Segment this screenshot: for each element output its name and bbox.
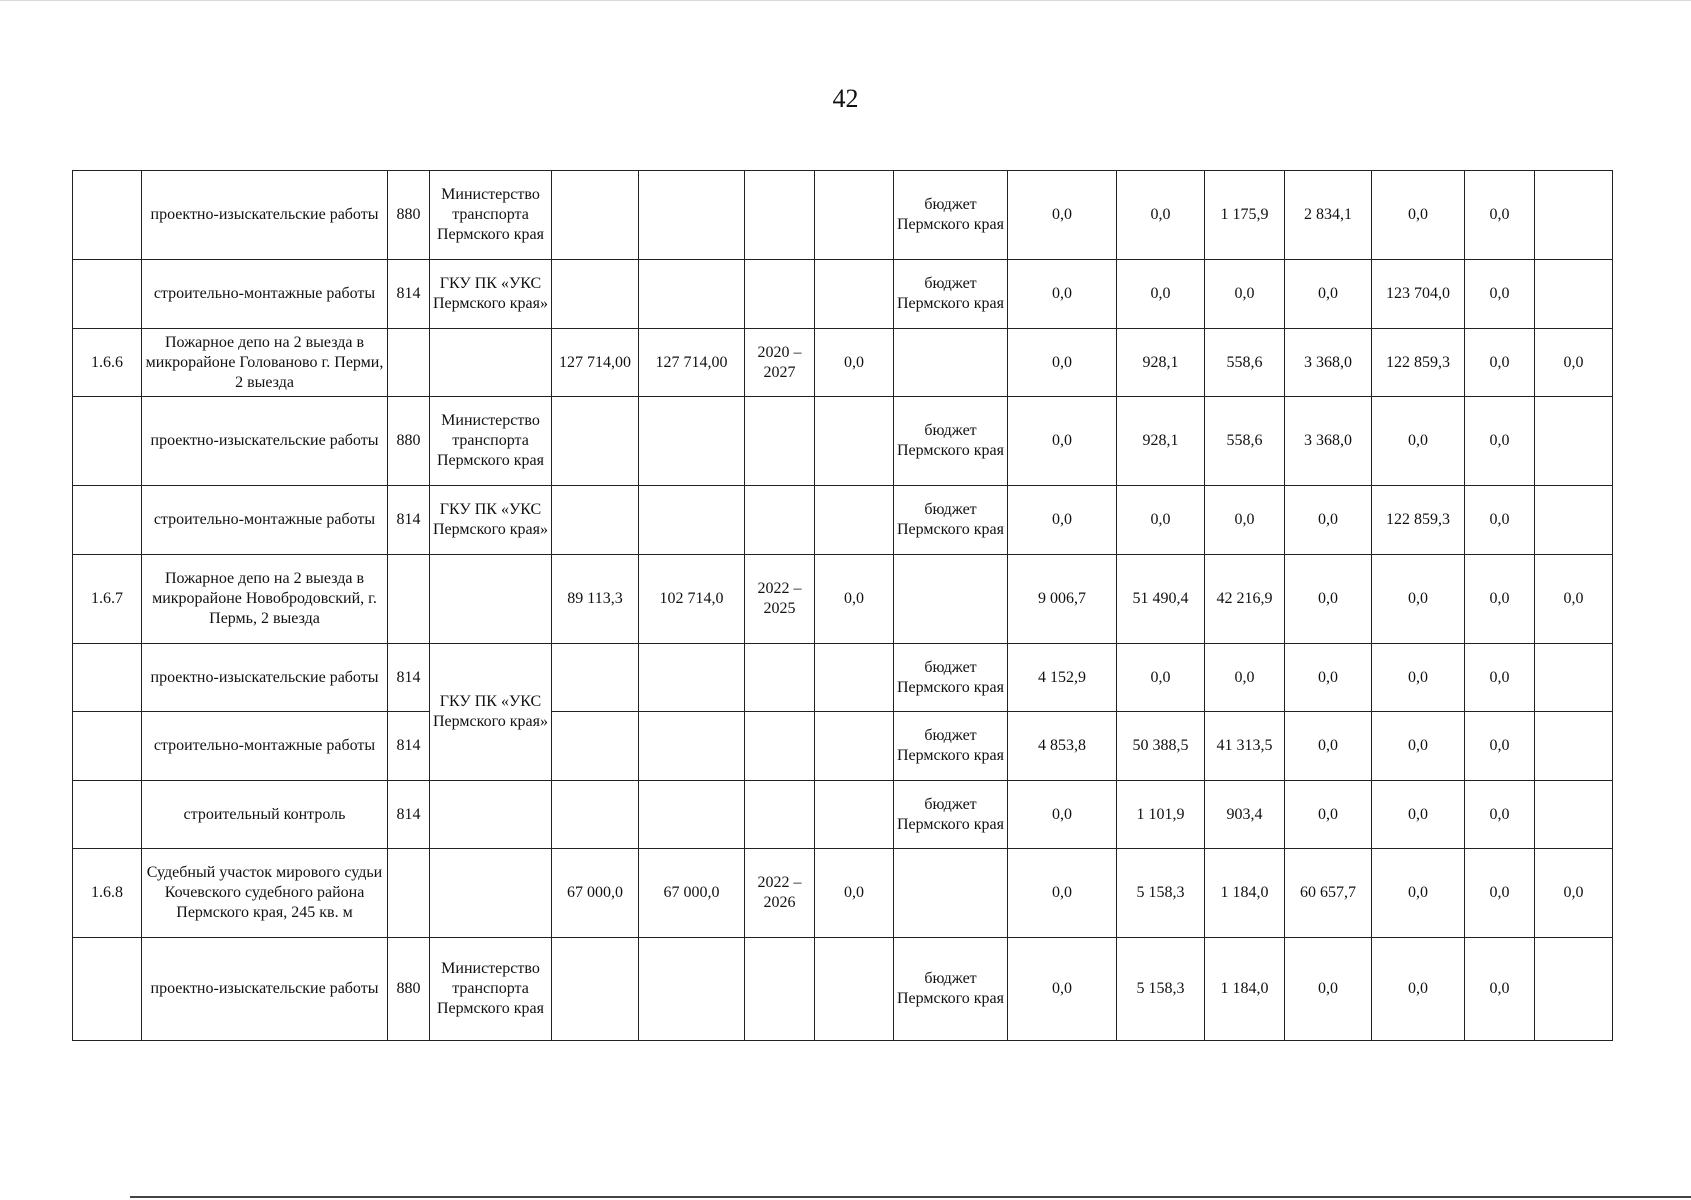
cell-total-cost: 127 714,00: [639, 329, 745, 397]
cell-y2: 50 388,5: [1117, 712, 1205, 781]
cell-y4: 3 368,0: [1285, 397, 1372, 486]
table-row-item: [73, 712, 1613, 781]
cell-y4: 0,0: [1285, 712, 1372, 781]
cell-period: [745, 644, 815, 712]
page-top-edge: [0, 0, 1691, 1]
cell-total-cost: [639, 397, 745, 486]
cell-prior-funding: [815, 397, 894, 486]
cell-y3: 0,0: [1205, 644, 1285, 712]
cell-y5: 123 704,0: [1372, 260, 1465, 329]
cell-est-cost: [552, 171, 639, 260]
cell-agency: ГКУ ПК «УКС Пермского края»: [430, 486, 552, 555]
cell-y5: 0,0: [1372, 555, 1465, 644]
cell-y6: 0,0: [1465, 555, 1535, 644]
cell-prior-funding: [815, 171, 894, 260]
cell-y6: 0,0: [1465, 329, 1535, 397]
cell-est-cost: [552, 397, 639, 486]
cell-total-cost: [639, 260, 745, 329]
cell-prior-funding: [815, 260, 894, 329]
table-row-item: [73, 397, 1613, 486]
cell-source: бюджет Пермского края: [894, 938, 1008, 1041]
cell-total-cost: [639, 171, 745, 260]
cell-y1: 4 152,9: [1008, 644, 1117, 712]
cell-y3: 42 216,9: [1205, 555, 1285, 644]
cell-code: [73, 644, 142, 712]
table-row-object: [73, 329, 1613, 397]
cell-grbs: 880: [388, 938, 430, 1041]
cell-agency: Министерство транспорта Пермского края: [430, 171, 552, 260]
cell-name: проектно-изыскательские работы: [142, 397, 388, 486]
cell-y3: 41 313,5: [1205, 712, 1285, 781]
cell-source: [894, 329, 1008, 397]
cell-est-cost: [552, 781, 639, 849]
cell-y1: 0,0: [1008, 171, 1117, 260]
cell-period: 2022 – 2026: [745, 849, 815, 938]
cell-name: проектно-изыскательские работы: [142, 171, 388, 260]
cell-y3: 903,4: [1205, 781, 1285, 849]
cell-grbs: [388, 555, 430, 644]
cell-period: [745, 171, 815, 260]
table-row-item: [73, 644, 1613, 712]
cell-y7: [1535, 486, 1613, 555]
cell-name: строительно-монтажные работы: [142, 486, 388, 555]
table-row-item: [73, 260, 1613, 329]
cell-y6: 0,0: [1465, 486, 1535, 555]
cell-y3: 558,6: [1205, 397, 1285, 486]
cell-y2: 0,0: [1117, 260, 1205, 329]
page-number: 42: [832, 84, 859, 113]
cell-y4: 0,0: [1285, 260, 1372, 329]
cell-y1: 9 006,7: [1008, 555, 1117, 644]
cell-agency: Министерство транспорта Пермского края: [430, 938, 552, 1041]
cell-y6: 0,0: [1465, 397, 1535, 486]
cell-y3: 1 184,0: [1205, 938, 1285, 1041]
cell-code: [73, 260, 142, 329]
cell-y2: 928,1: [1117, 329, 1205, 397]
cell-grbs: 814: [388, 712, 430, 781]
cell-y5: 0,0: [1372, 781, 1465, 849]
cell-code: [73, 938, 142, 1041]
cell-total-cost: [639, 781, 745, 849]
cell-y3: 558,6: [1205, 329, 1285, 397]
cell-y6: 0,0: [1465, 712, 1535, 781]
cell-total-cost: 102 714,0: [639, 555, 745, 644]
cell-est-cost: [552, 260, 639, 329]
cell-period: [745, 397, 815, 486]
cell-name: Пожарное депо на 2 выезда в микрорайоне Голованово г. Перми, 2 выезда: [142, 329, 388, 397]
cell-name: Судебный участок мирового судьи Кочевского судебного района Пермского края, 245 кв. м: [142, 849, 388, 938]
cell-source: бюджет Пермского края: [894, 260, 1008, 329]
cell-name: строительно-монтажные работы: [142, 260, 388, 329]
cell-prior-funding: [815, 644, 894, 712]
cell-y2: 5 158,3: [1117, 938, 1205, 1041]
cell-y7: 0,0: [1535, 555, 1613, 644]
cell-y6: 0,0: [1465, 781, 1535, 849]
cell-y3: 1 175,9: [1205, 171, 1285, 260]
cell-code: [73, 397, 142, 486]
cell-period: 2022 – 2025: [745, 555, 815, 644]
cell-y5: 122 859,3: [1372, 329, 1465, 397]
cell-y3: 1 184,0: [1205, 849, 1285, 938]
cell-name: проектно-изыскательские работы: [142, 644, 388, 712]
cell-y7: [1535, 938, 1613, 1041]
cell-y1: 0,0: [1008, 781, 1117, 849]
cell-y7: [1535, 171, 1613, 260]
cell-agency: ГКУ ПК «УКС Пермского края»: [430, 644, 552, 781]
cell-y3: 0,0: [1205, 260, 1285, 329]
cell-prior-funding: [815, 486, 894, 555]
cell-est-cost: 89 113,3: [552, 555, 639, 644]
cell-code: 1.6.7: [73, 555, 142, 644]
cell-y1: 0,0: [1008, 849, 1117, 938]
cell-y7: 0,0: [1535, 329, 1613, 397]
cell-grbs: 814: [388, 644, 430, 712]
cell-y6: 0,0: [1465, 644, 1535, 712]
cell-name: строительный контроль: [142, 781, 388, 849]
cell-grbs: [388, 849, 430, 938]
cell-y1: 0,0: [1008, 260, 1117, 329]
cell-y6: 0,0: [1465, 849, 1535, 938]
cell-y5: 0,0: [1372, 644, 1465, 712]
cell-grbs: 814: [388, 781, 430, 849]
cell-y4: 60 657,7: [1285, 849, 1372, 938]
cell-est-cost: [552, 938, 639, 1041]
cell-y2: 0,0: [1117, 171, 1205, 260]
cell-source: бюджет Пермского края: [894, 781, 1008, 849]
table-row-item: [73, 486, 1613, 555]
cell-agency: Министерство транспорта Пермского края: [430, 397, 552, 486]
cell-period: [745, 260, 815, 329]
cell-period: [745, 781, 815, 849]
cell-y2: 1 101,9: [1117, 781, 1205, 849]
cell-y4: 0,0: [1285, 555, 1372, 644]
cell-y7: [1535, 712, 1613, 781]
cell-y4: 2 834,1: [1285, 171, 1372, 260]
cell-source: бюджет Пермского края: [894, 712, 1008, 781]
cell-grbs: 880: [388, 397, 430, 486]
cell-period: [745, 712, 815, 781]
cell-source: бюджет Пермского края: [894, 171, 1008, 260]
table-row-item: [73, 781, 1613, 849]
cell-agency: [430, 329, 552, 397]
table-row-object: [73, 849, 1613, 938]
cell-agency: [430, 849, 552, 938]
cell-source: бюджет Пермского края: [894, 397, 1008, 486]
cell-source: [894, 849, 1008, 938]
cell-prior-funding: 0,0: [815, 849, 894, 938]
cell-prior-funding: 0,0: [815, 329, 894, 397]
cell-code: [73, 486, 142, 555]
cell-grbs: 880: [388, 171, 430, 260]
cell-y1: 4 853,8: [1008, 712, 1117, 781]
cell-y6: 0,0: [1465, 171, 1535, 260]
cell-code: [73, 781, 142, 849]
cell-code: [73, 171, 142, 260]
table-row-item: [73, 938, 1613, 1041]
cell-y3: 0,0: [1205, 486, 1285, 555]
cell-y5: 0,0: [1372, 849, 1465, 938]
cell-grbs: 814: [388, 486, 430, 555]
cell-y7: [1535, 644, 1613, 712]
cell-y4: 0,0: [1285, 781, 1372, 849]
cell-total-cost: [639, 938, 745, 1041]
cell-y2: 51 490,4: [1117, 555, 1205, 644]
cell-y4: 3 368,0: [1285, 329, 1372, 397]
cell-agency: [430, 555, 552, 644]
cell-grbs: [388, 329, 430, 397]
table-row-item: [73, 171, 1613, 260]
cell-y5: 0,0: [1372, 397, 1465, 486]
cell-y1: 0,0: [1008, 938, 1117, 1041]
cell-code: 1.6.6: [73, 329, 142, 397]
cell-y7: [1535, 260, 1613, 329]
cell-y5: 122 859,3: [1372, 486, 1465, 555]
cell-y1: 0,0: [1008, 486, 1117, 555]
cell-y2: 5 158,3: [1117, 849, 1205, 938]
cell-y6: 0,0: [1465, 938, 1535, 1041]
cell-est-cost: 127 714,00: [552, 329, 639, 397]
cell-y2: 928,1: [1117, 397, 1205, 486]
cell-total-cost: [639, 644, 745, 712]
cell-name: строительно-монтажные работы: [142, 712, 388, 781]
cell-est-cost: [552, 644, 639, 712]
cell-prior-funding: [815, 938, 894, 1041]
cell-y7: [1535, 397, 1613, 486]
cell-y7: [1535, 781, 1613, 849]
cell-period: 2020 – 2027: [745, 329, 815, 397]
cell-prior-funding: [815, 712, 894, 781]
cell-y5: 0,0: [1372, 171, 1465, 260]
cell-agency: ГКУ ПК «УКС Пермского края»: [430, 260, 552, 329]
cell-source: бюджет Пермского края: [894, 644, 1008, 712]
cell-y2: 0,0: [1117, 486, 1205, 555]
cell-code: 1.6.8: [73, 849, 142, 938]
cell-est-cost: [552, 486, 639, 555]
cell-period: [745, 938, 815, 1041]
table-body: [73, 171, 1613, 1041]
cell-y4: 0,0: [1285, 644, 1372, 712]
cell-total-cost: 67 000,0: [639, 849, 745, 938]
cell-y4: 0,0: [1285, 486, 1372, 555]
cell-y7: 0,0: [1535, 849, 1613, 938]
cell-y5: 0,0: [1372, 938, 1465, 1041]
cell-est-cost: [552, 712, 639, 781]
cell-y6: 0,0: [1465, 260, 1535, 329]
cell-y5: 0,0: [1372, 712, 1465, 781]
cell-est-cost: 67 000,0: [552, 849, 639, 938]
cell-source: бюджет Пермского края: [894, 486, 1008, 555]
cell-prior-funding: 0,0: [815, 555, 894, 644]
cell-name: проектно-изыскательские работы: [142, 938, 388, 1041]
cell-y2: 0,0: [1117, 644, 1205, 712]
cell-agency: [430, 781, 552, 849]
cell-total-cost: [639, 712, 745, 781]
cell-name: Пожарное депо на 2 выезда в микрорайоне Новобродовский, г. Пермь, 2 выезда: [142, 555, 388, 644]
cell-grbs: 814: [388, 260, 430, 329]
cell-source: [894, 555, 1008, 644]
cell-y1: 0,0: [1008, 397, 1117, 486]
cell-total-cost: [639, 486, 745, 555]
page-bottom-edge: [130, 1196, 1691, 1198]
cell-prior-funding: [815, 781, 894, 849]
investment-table: [72, 170, 1613, 1041]
cell-period: [745, 486, 815, 555]
cell-y1: 0,0: [1008, 329, 1117, 397]
table-row-object: [73, 555, 1613, 644]
cell-code: [73, 712, 142, 781]
cell-y4: 0,0: [1285, 938, 1372, 1041]
